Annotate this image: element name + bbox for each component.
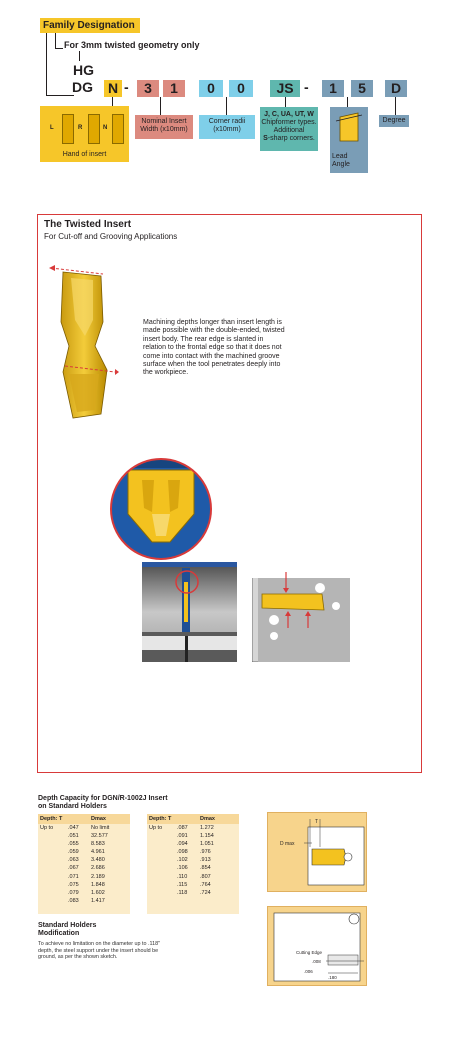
grooving-operation-photo bbox=[142, 562, 237, 662]
depth-cell: .071 bbox=[68, 873, 79, 880]
depth-table-left bbox=[38, 814, 130, 914]
separator-dash: - bbox=[124, 79, 129, 95]
insert-left-icon bbox=[62, 114, 74, 144]
up-to-label: Up to bbox=[149, 825, 163, 831]
depth-cell: .063 bbox=[68, 857, 79, 864]
table-row bbox=[38, 889, 130, 897]
sketch-small-label: .008 bbox=[312, 959, 321, 964]
chipformer-text: Chipformer types. Additional bbox=[261, 119, 317, 134]
width-code-box-2: 1 bbox=[163, 80, 185, 97]
insert-neutral-icon bbox=[112, 114, 124, 144]
angle-code-box-1: 1 bbox=[322, 80, 344, 97]
prefix-hg: HG bbox=[73, 62, 94, 78]
geometry-note: For 3mm twisted geometry only bbox=[64, 40, 200, 50]
depth-cell: .102 bbox=[177, 857, 188, 864]
depth-cell: .118 bbox=[177, 889, 188, 896]
table-row bbox=[147, 848, 239, 856]
depth-cell: .067 bbox=[68, 865, 79, 872]
modification-title-line-1: Standard Holders bbox=[38, 922, 97, 929]
separator-dash: - bbox=[304, 79, 309, 95]
magnified-insert-detail bbox=[108, 456, 214, 562]
table-rows bbox=[147, 824, 239, 897]
radius-code-box-1: 0 bbox=[199, 80, 223, 97]
hand-code-box: N bbox=[104, 80, 122, 97]
table-row bbox=[38, 864, 130, 872]
table-row bbox=[38, 873, 130, 881]
sketch-dmax-label: D max bbox=[280, 841, 295, 847]
sketch-len-label: .180 bbox=[328, 975, 337, 980]
dmax-cell: 32.577 bbox=[91, 833, 108, 840]
header-depth: Depth: T bbox=[40, 816, 63, 822]
table-row bbox=[38, 848, 130, 856]
lead-angle-caption: Lead Angle bbox=[332, 153, 350, 168]
depth-cell: .106 bbox=[177, 865, 188, 872]
chipformer-code-box: JS bbox=[270, 80, 300, 97]
radius-code-box-2: 0 bbox=[229, 80, 253, 97]
table-row bbox=[38, 824, 130, 832]
insert-right-icon bbox=[88, 114, 100, 144]
depth-sketch bbox=[267, 812, 367, 892]
depth-cell: .083 bbox=[68, 897, 79, 904]
header-depth: Depth: T bbox=[149, 816, 172, 822]
dmax-cell: 1.051 bbox=[200, 841, 214, 848]
table-row bbox=[38, 840, 130, 848]
dmax-cell: 2.189 bbox=[91, 873, 105, 880]
table-row bbox=[147, 832, 239, 840]
table-row bbox=[38, 897, 130, 905]
table-row bbox=[38, 881, 130, 889]
modification-title bbox=[38, 922, 96, 938]
table-row bbox=[147, 824, 239, 832]
holder-modification-sketch bbox=[267, 906, 367, 986]
lead-angle-panel bbox=[330, 107, 368, 173]
twisted-insert-title: The Twisted Insert bbox=[44, 219, 132, 230]
dmax-cell: 1.417 bbox=[91, 897, 105, 904]
hand-letter-r: R bbox=[78, 125, 83, 131]
depth-title-line-2: on Standard Holders bbox=[38, 803, 107, 810]
degree-code-box: D bbox=[385, 80, 407, 97]
table-row bbox=[38, 856, 130, 864]
chipformer-sharp bbox=[260, 135, 318, 143]
depth-cell: .115 bbox=[177, 881, 188, 888]
connector-line bbox=[226, 97, 227, 115]
connector-line bbox=[160, 97, 161, 115]
width-code-box-1: 3 bbox=[137, 80, 159, 97]
depth-cell: .087 bbox=[177, 825, 188, 831]
degree-panel: Degree bbox=[379, 115, 409, 127]
table-row bbox=[147, 889, 239, 897]
table-row bbox=[147, 840, 239, 848]
cutting-edge-label: Cutting Edge bbox=[296, 950, 323, 955]
dmax-cell: 3.480 bbox=[91, 857, 105, 864]
depth-cell: .079 bbox=[68, 889, 79, 896]
depth-cell: .091 bbox=[177, 833, 188, 840]
sketch-t-label: T bbox=[315, 819, 319, 825]
depth-table-right bbox=[147, 814, 239, 914]
depth-cell: .047 bbox=[68, 825, 79, 831]
depth-cell: .110 bbox=[177, 873, 188, 880]
connector-line bbox=[347, 97, 348, 107]
dmax-cell: .854 bbox=[200, 865, 211, 872]
nominal-width-panel: Nominal Insert Width (x10mm) bbox=[135, 115, 193, 139]
prefix-dg: DG bbox=[72, 79, 93, 95]
table-row bbox=[147, 881, 239, 889]
table-row bbox=[147, 856, 239, 864]
depth-sketch-drawing bbox=[268, 813, 368, 893]
twisted-insert-description: Machining depths longer than insert length is made possible with the double-ended, twisted insert body. The rear edge is slanted in relation to the frontal edge so that it does not come into contact with the machined groove surface when the tool penetrates deeply into the workpiece. bbox=[143, 319, 285, 377]
insert-in-groove-diagram bbox=[252, 564, 350, 662]
family-designation-label: Family Designation bbox=[40, 18, 140, 33]
hand-letter-l: L bbox=[50, 125, 54, 131]
hand-letter-n: N bbox=[103, 125, 108, 131]
connector-line bbox=[46, 33, 47, 96]
table-header bbox=[147, 814, 239, 824]
hand-caption: Hand of insert bbox=[62, 151, 107, 158]
holder-modification-drawing bbox=[268, 907, 368, 987]
table-row bbox=[147, 864, 239, 872]
depth-capacity-title bbox=[38, 795, 168, 811]
connector-line bbox=[46, 95, 74, 96]
dmax-cell: 1.272 bbox=[200, 825, 214, 831]
table-header bbox=[38, 814, 130, 824]
connector-line bbox=[285, 97, 286, 107]
table-row bbox=[38, 832, 130, 840]
dmax-cell: .807 bbox=[200, 873, 211, 880]
modification-text: To achieve no limitation on the diameter up to .118" depth, the steel support under the insert should be ground, as per the shown sketch. bbox=[38, 941, 160, 961]
twisted-insert-illustration bbox=[45, 262, 120, 422]
connector-line bbox=[112, 97, 113, 106]
sharp-code: S bbox=[263, 135, 268, 142]
dmax-cell: 8.583 bbox=[91, 841, 105, 848]
dmax-cell: No limit bbox=[91, 825, 110, 831]
connector-line bbox=[79, 51, 80, 61]
depth-cell: .075 bbox=[68, 881, 79, 888]
depth-title-line-1: Depth Capacity for DGN/R-1002J Insert bbox=[38, 795, 168, 802]
chipformer-codes: J, C, UA, UT, W bbox=[264, 111, 314, 118]
connector-line bbox=[395, 97, 396, 115]
dmax-cell: .913 bbox=[200, 857, 211, 864]
up-to-label: Up to bbox=[40, 825, 54, 831]
twisted-insert-subtitle: For Cut-off and Grooving Applications bbox=[44, 232, 178, 241]
header-dmax: Dmax bbox=[91, 816, 106, 822]
depth-cell: .051 bbox=[68, 833, 79, 840]
header-dmax: Dmax bbox=[200, 816, 215, 822]
depth-cell: .059 bbox=[68, 849, 79, 856]
table-row bbox=[147, 873, 239, 881]
dmax-cell: 2.686 bbox=[91, 865, 105, 872]
angle-code-box-2: 5 bbox=[351, 80, 373, 97]
dmax-cell: 1.154 bbox=[200, 833, 214, 840]
dmax-cell: 1.848 bbox=[91, 881, 105, 888]
lead-angle-icon bbox=[330, 111, 368, 151]
table-rows bbox=[38, 824, 130, 905]
dmax-cell: .976 bbox=[200, 849, 211, 856]
hand-of-insert-panel bbox=[40, 106, 129, 162]
sharp-text: -sharp corners. bbox=[267, 135, 315, 142]
dmax-cell: .764 bbox=[200, 881, 211, 888]
depth-cell: .055 bbox=[68, 841, 79, 848]
depth-cell: .098 bbox=[177, 849, 188, 856]
connector-line bbox=[55, 48, 63, 49]
modification-title-line-2: Modification bbox=[38, 930, 80, 937]
depth-cell: .094 bbox=[177, 841, 188, 848]
chipformer-panel bbox=[260, 107, 318, 151]
corner-radii-panel: Corner radii (x10mm) bbox=[199, 115, 255, 139]
dmax-cell: 1.602 bbox=[91, 889, 105, 896]
dmax-cell: 4.961 bbox=[91, 849, 105, 856]
sketch-dim-label: .006 bbox=[304, 969, 313, 974]
dmax-cell: .724 bbox=[200, 889, 211, 896]
connector-line bbox=[55, 33, 56, 48]
